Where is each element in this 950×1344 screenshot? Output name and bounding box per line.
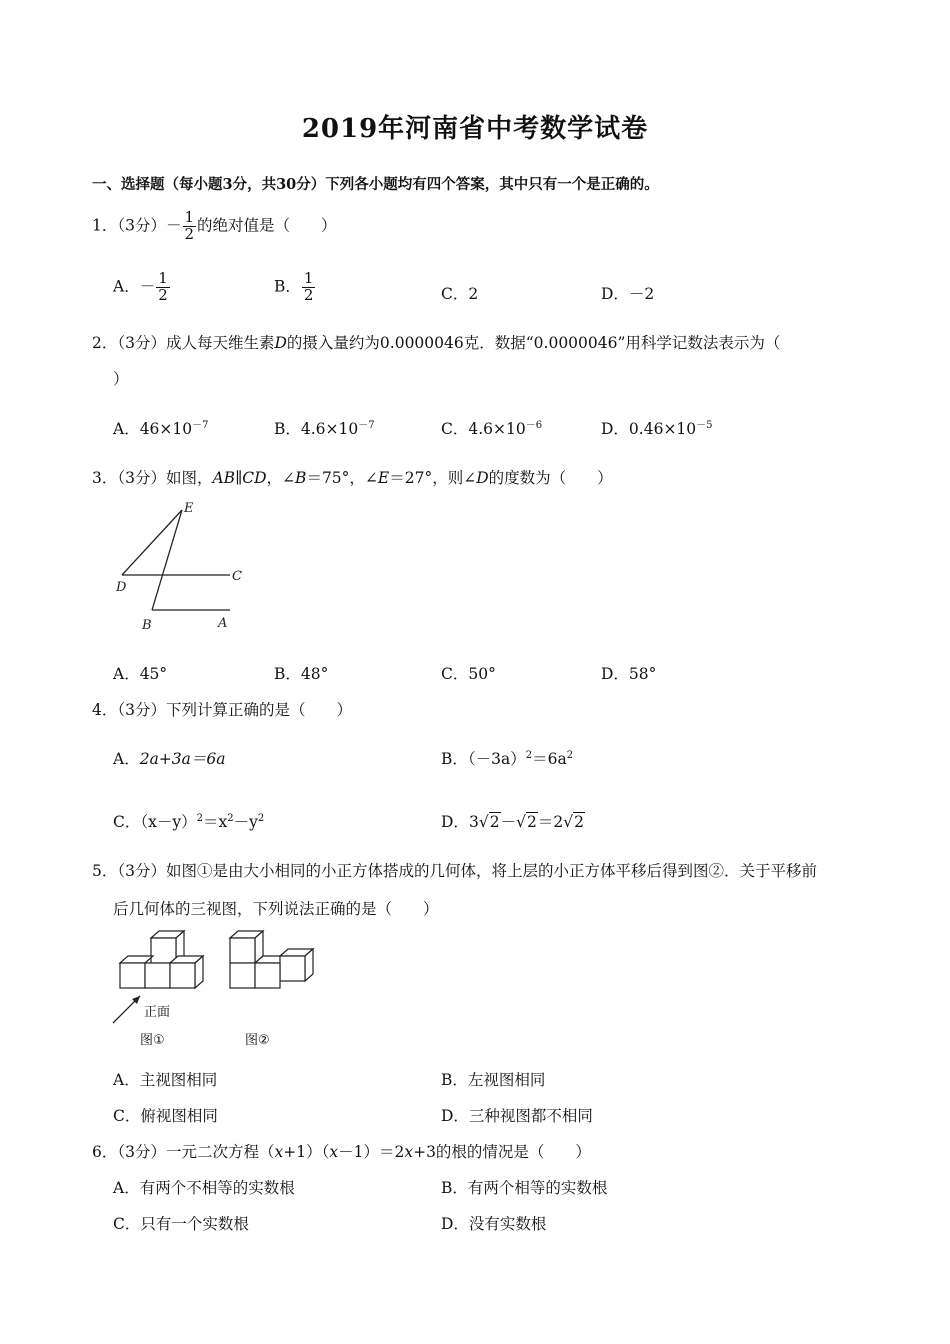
q2-option-d	[601, 416, 713, 439]
q2-option-d-base: D．0.46×10	[601, 420, 697, 439]
q4-option-d-minus: －	[500, 813, 517, 831]
q3-line-ed	[122, 510, 182, 575]
question-5-line-1: 5．（3分）如图①是由大小相同的小正方体搭成的几何体，将上层的小正方体平移后得到图②．关于平移前	[92, 862, 817, 880]
question-1-stem	[92, 210, 337, 243]
q5-option-c: C．俯视图相同	[113, 1107, 218, 1125]
question-4-stem: 4．（3分）下列计算正确的是（ ）	[92, 701, 352, 719]
q5-front-label: 正面	[144, 1005, 171, 1020]
q4-option-c-tail: －y	[233, 813, 258, 831]
question-2-line-1	[92, 331, 780, 353]
q2-option-c-base: C．4.6×10	[441, 420, 526, 439]
q2-text-a: 2．（3分）成人每天维生素	[92, 334, 275, 352]
q6-option-c: C．只有一个实数根	[113, 1215, 249, 1233]
q3-label-d: D	[116, 580, 127, 595]
q6-option-a: A．有两个不相等的实数根	[113, 1179, 295, 1197]
q3-d: D	[476, 469, 489, 487]
q2-option-c-exp: －6	[525, 420, 543, 431]
q2-option-a-base: A．46×10	[113, 420, 193, 439]
q3-e: E	[377, 469, 390, 487]
q2-option-b-exp: －7	[358, 420, 375, 431]
q6-x-1: x	[274, 1143, 284, 1161]
q1-denominator: 2	[184, 224, 195, 243]
q4-option-b-label: B．	[441, 750, 468, 768]
q1-option-d: D．－2	[601, 285, 655, 303]
q6-text-a: 6．（3分）一元二次方程（	[92, 1143, 275, 1161]
q4-option-c-rhs: ＝x	[203, 813, 228, 831]
q3-b: B	[295, 469, 307, 487]
q1-option-a-label: A．	[113, 277, 140, 296]
q4-option-b-expr: （－3a）	[467, 750, 526, 768]
q6-text-d: +3的根的情况是（ ）	[413, 1143, 591, 1161]
section-heading: 一、选择题（每小题3分，共30分）下列各小题均有四个答案，其中只有一个是正确的。	[92, 176, 659, 193]
q3-mid1: ，∠	[266, 469, 296, 487]
q2-option-c	[441, 416, 542, 439]
q1-option-b-fraction	[302, 271, 316, 304]
q5-figure-2-caption: 图②	[245, 1033, 270, 1048]
q4-option-c-expr: （x－y）	[140, 813, 197, 831]
q6-x-2: x	[329, 1143, 339, 1161]
question-2-line-2: ）	[113, 370, 129, 388]
q5-option-b: B．左视图相同	[441, 1071, 546, 1089]
sqrt-icon: √2	[516, 813, 537, 831]
q5-figure-1-caption: 图①	[140, 1033, 165, 1048]
q2-option-a-exp: －7	[192, 420, 209, 431]
q4-option-a-label: A．	[113, 750, 140, 768]
q1-fraction	[183, 210, 197, 243]
q3-suffix: 的度数为（ ）	[488, 469, 613, 487]
q3-option-d: D．58°	[601, 665, 657, 683]
q6-option-d: D．没有实数根	[441, 1215, 547, 1233]
q5-figure-1-cubes	[120, 931, 203, 988]
q3-label-e: E	[184, 501, 194, 516]
q1-option-a	[113, 271, 171, 304]
q4-option-d-radicand-2: 2	[526, 813, 537, 831]
question-5-line-2: 后几何体的三视图，下列说法正确的是（ ）	[113, 900, 439, 918]
question-3-stem	[92, 466, 613, 488]
q5-option-a: A．主视图相同	[113, 1071, 218, 1089]
q6-text-c: －1）＝2	[338, 1143, 405, 1161]
q3-parallel: ∥	[235, 469, 243, 487]
q3-option-b: B．48°	[274, 665, 329, 683]
q3-line-eb	[152, 510, 182, 610]
q2-option-a	[113, 416, 209, 439]
q4-option-b	[441, 747, 573, 769]
q1-option-b-den: 2	[303, 285, 314, 304]
sqrt-icon: √2	[563, 813, 584, 831]
q6-option-b: B．有两个相等的实数根	[441, 1179, 608, 1197]
q4-option-a	[113, 747, 226, 769]
q3-ab: AB	[212, 469, 236, 487]
q3-figure	[110, 498, 260, 638]
q4-option-c-label: C．	[113, 813, 141, 831]
q3-option-a: A．45°	[113, 665, 168, 683]
q1-option-a-den: 2	[158, 285, 168, 304]
q1-option-b-label: B．	[274, 277, 301, 296]
q1-option-b-num: 1	[303, 269, 314, 287]
front-arrow-icon	[113, 996, 140, 1023]
q1-tail: 的绝对值是（ ）	[197, 216, 337, 235]
q3-prefix: 3．（3分）如图，	[92, 469, 213, 487]
q3-cd: CD	[242, 469, 267, 487]
q4-option-c-rhs-exp: 2	[227, 812, 234, 824]
q3-mid2: ＝75°，∠	[306, 469, 378, 487]
q4-option-a-expr: 2a+3a＝6a	[139, 750, 226, 768]
q2-option-b	[274, 416, 375, 439]
q4-option-c	[113, 810, 264, 832]
q1-sign: －	[165, 216, 182, 235]
q6-x-3: x	[404, 1143, 414, 1161]
q4-option-b-exp: 2	[525, 749, 533, 761]
q4-option-d-label: D．	[441, 813, 469, 831]
q3-option-c: C．50°	[441, 665, 496, 683]
q2-option-d-exp: －5	[696, 420, 713, 431]
q1-number: 1．（3分）	[92, 216, 166, 235]
sqrt-icon: √2	[478, 813, 500, 831]
q1-option-a-fraction	[156, 271, 170, 304]
q1-option-a-num: 1	[158, 269, 168, 287]
q4-option-c-tail-exp: 2	[257, 812, 265, 824]
q3-label-b: B	[142, 618, 152, 633]
page-title: 2019年河南省中考数学试卷	[301, 114, 649, 144]
q2-option-b-base: B．4.6×10	[274, 420, 359, 439]
q5-option-d: D．三种视图都不相同	[441, 1107, 593, 1125]
q3-label-c: C	[232, 569, 242, 584]
q2-text-b: 的摄入量约为0.0000046克．数据“0.0000046”用科学记数法表示为（	[286, 334, 781, 352]
q5-figure-2-cubes	[230, 931, 313, 988]
q1-option-a-sign: －	[139, 277, 156, 296]
q4-option-b-rhs: ＝6a	[532, 750, 567, 768]
q4-option-d-radicand-1: 2	[489, 813, 500, 831]
q4-option-d-eq: ＝2	[537, 813, 564, 831]
q4-option-d	[441, 810, 585, 832]
q1-numerator: 1	[184, 208, 195, 226]
q1-option-c: C．2	[441, 285, 479, 303]
q4-option-d-radicand-3: 2	[574, 813, 584, 831]
q3-mid3: ＝27°，则∠	[389, 469, 477, 487]
q2-variable: D	[274, 334, 287, 352]
q6-text-b: +1）（	[283, 1143, 330, 1161]
q1-option-b	[274, 271, 316, 304]
q4-option-d-coef: 3	[468, 813, 479, 831]
q3-label-a: A	[218, 616, 228, 631]
q4-option-c-exp: 2	[196, 812, 203, 824]
question-6-stem	[92, 1140, 591, 1162]
q4-option-b-rhs-exp: 2	[566, 749, 574, 761]
